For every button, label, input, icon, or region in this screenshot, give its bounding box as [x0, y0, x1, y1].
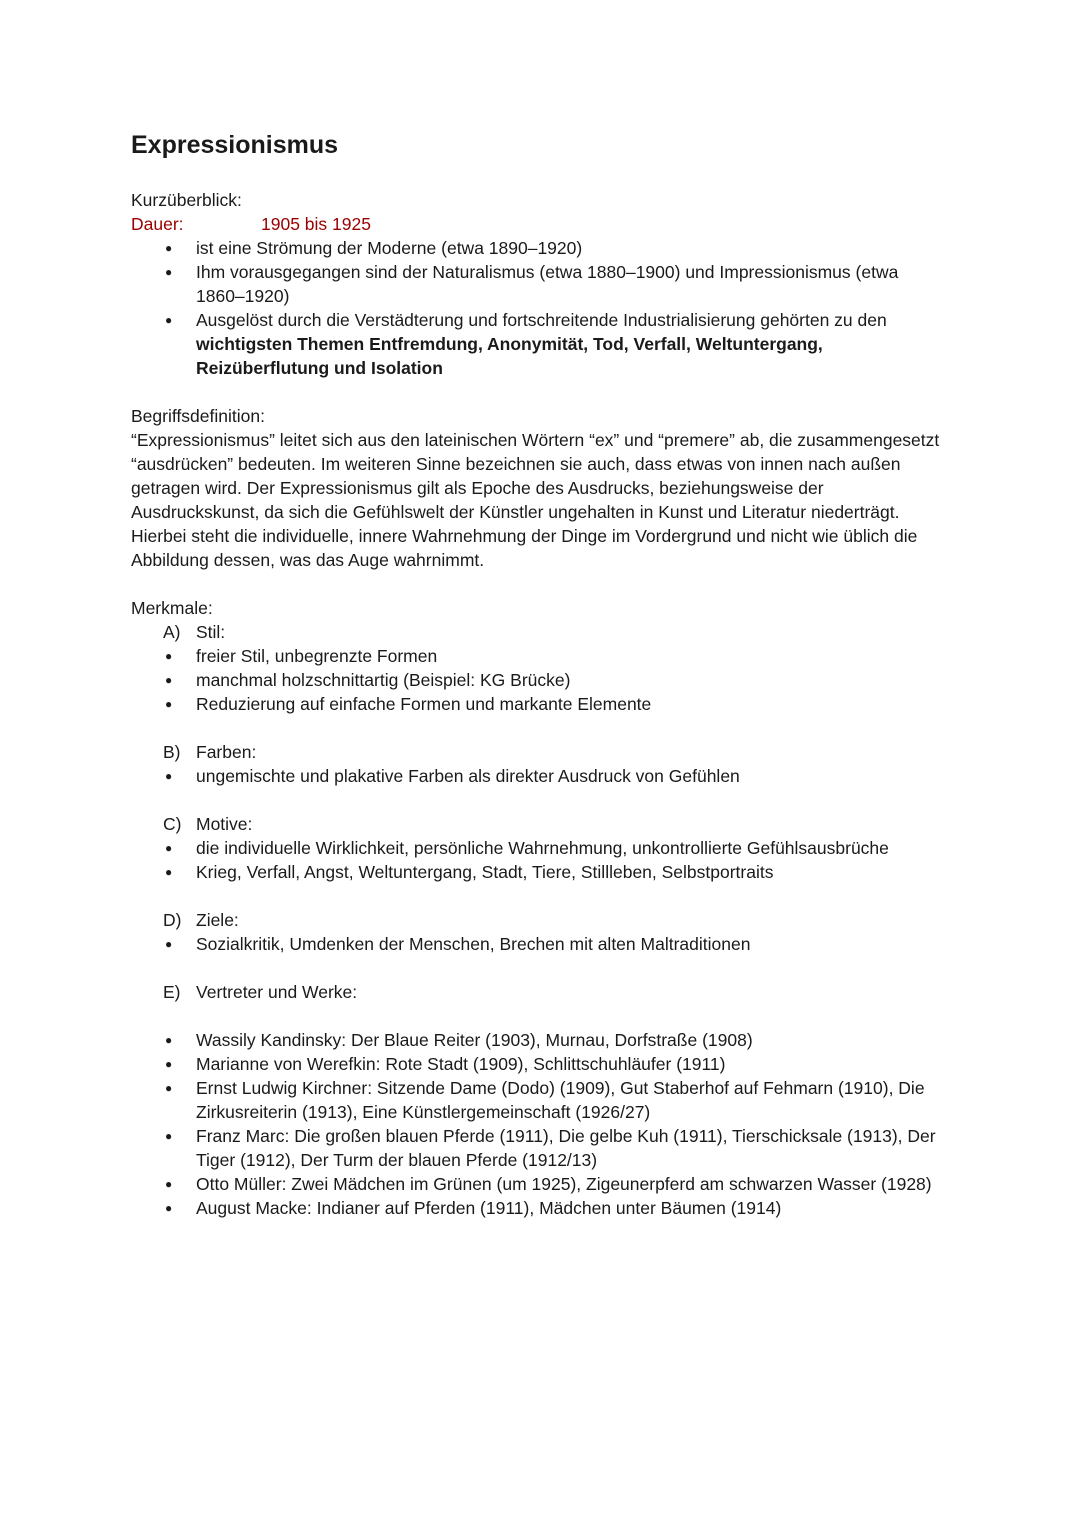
section-label: Ziele:	[196, 910, 239, 930]
overview-heading: Kurzüberblick:	[131, 190, 242, 210]
list-item: ● ungemischte und plakative Farben als direkter Ausdruck von Gefühlen	[196, 764, 951, 788]
list-item: ● ist eine Strömung der Moderne (etwa 1890–1920)	[196, 236, 951, 260]
section-list	[131, 1028, 951, 1220]
list-item: ● manchmal holzschnittartig (Beispiel: KG Brücke)	[196, 668, 951, 692]
page-title: Expressionismus	[131, 131, 339, 159]
list-item: ● Sozialkritik, Umdenken der Menschen, Brechen mit alten Maltraditionen	[196, 932, 951, 956]
list-item: ● Franz Marc: Die großen blauen Pferde (1911), Die gelbe Kuh (1911), Tierschicksale (1913), Der Tiger (1912), Der Turm der blauen Pferde (1912/13)	[196, 1124, 951, 1172]
list-item: ● Otto Müller: Zwei Mädchen im Grünen (um 1925), Zigeunerpferd am schwarzen Wasser (1928)	[196, 1172, 951, 1196]
list-item: ● Wassily Kandinsky: Der Blaue Reiter (1903), Murnau, Dorfstraße (1908)	[196, 1028, 951, 1052]
section-list	[131, 932, 951, 956]
document-page	[131, 128, 951, 1220]
section-vertreter	[131, 980, 951, 1004]
list-item: ● Reduzierung auf einfache Formen und markante Elemente	[196, 692, 951, 716]
section-letter: A)	[163, 622, 181, 642]
section-letter: B)	[163, 742, 181, 762]
list-item-text: Ausgelöst durch die Verstädterung und fortschreitende Industrialisierung gehörten zu den	[196, 310, 887, 330]
list-item-bold: wichtigsten Themen Entfremdung, Anonymität, Tod, Verfall, Weltuntergang, Reizüberflutung und Isolation	[196, 334, 823, 378]
dauer-row	[131, 212, 951, 236]
definition-text: “Expressionismus” leitet sich aus den lateinischen Wörtern “ex” und “premere” ab, die zusammengesetzt “ausdrücken” bedeuten. Im weiteren Sinne bezeichnen sie auch, dass etwas von innen nach außen getragen wird. Der Expressionismus gilt als Epoche des Ausdrucks, beziehungsweise der Ausdruckskunst, da sich die Gefühlswelt der Künstler ungehalten in Kunst und Literatur niederträgt. Hierbei steht die individuelle, innere Wahrnehmung der Dinge im Vordergrund und nicht wie üblich die Abbildung dessen, was das Auge wahrnimmt.	[131, 430, 940, 570]
section-label: Farben:	[196, 742, 257, 762]
list-item: ● August Macke: Indianer auf Pferden (1911), Mädchen unter Bäumen (1914)	[196, 1196, 951, 1220]
section-letter: C)	[163, 814, 182, 834]
overview-list	[131, 236, 951, 380]
section-label: Motive:	[196, 814, 253, 834]
features-heading: Merkmale:	[131, 598, 213, 618]
section-farben	[131, 740, 951, 764]
dauer-value: 1905 bis 1925	[261, 214, 371, 234]
section-letter: D)	[163, 910, 182, 930]
list-item: ● Ihm vorausgegangen sind der Naturalismus (etwa 1880–1900) und Impressionismus (etwa 1860–1920)	[196, 260, 951, 308]
section-ziele	[131, 908, 951, 932]
definition-heading: Begriffsdefinition:	[131, 406, 265, 426]
section-label: Vertreter und Werke:	[196, 982, 358, 1002]
section-letter: E)	[163, 982, 181, 1002]
section-list	[131, 764, 951, 788]
list-item: ● die individuelle Wirklichkeit, persönliche Wahrnehmung, unkontrollierte Gefühlsausbrüche	[196, 836, 951, 860]
section-motive	[131, 812, 951, 836]
list-item: ● freier Stil, unbegrenzte Formen	[196, 644, 951, 668]
section-list	[131, 644, 951, 716]
section-label: Stil:	[196, 622, 226, 642]
section-stil	[131, 620, 951, 644]
list-item: ● Krieg, Verfall, Angst, Weltuntergang, Stadt, Tiere, Stillleben, Selbstportraits	[196, 860, 951, 884]
section-list	[131, 836, 951, 884]
list-item	[196, 308, 951, 380]
list-item: ● Ernst Ludwig Kirchner: Sitzende Dame (Dodo) (1909), Gut Staberhof auf Fehmarn (1910), Die Zirkusreiterin (1913), Eine Künstlergemeinschaft (1926/27)	[196, 1076, 951, 1124]
list-item: ● Marianne von Werefkin: Rote Stadt (1909), Schlittschuhläufer (1911)	[196, 1052, 951, 1076]
dauer-label: Dauer:	[131, 214, 184, 234]
